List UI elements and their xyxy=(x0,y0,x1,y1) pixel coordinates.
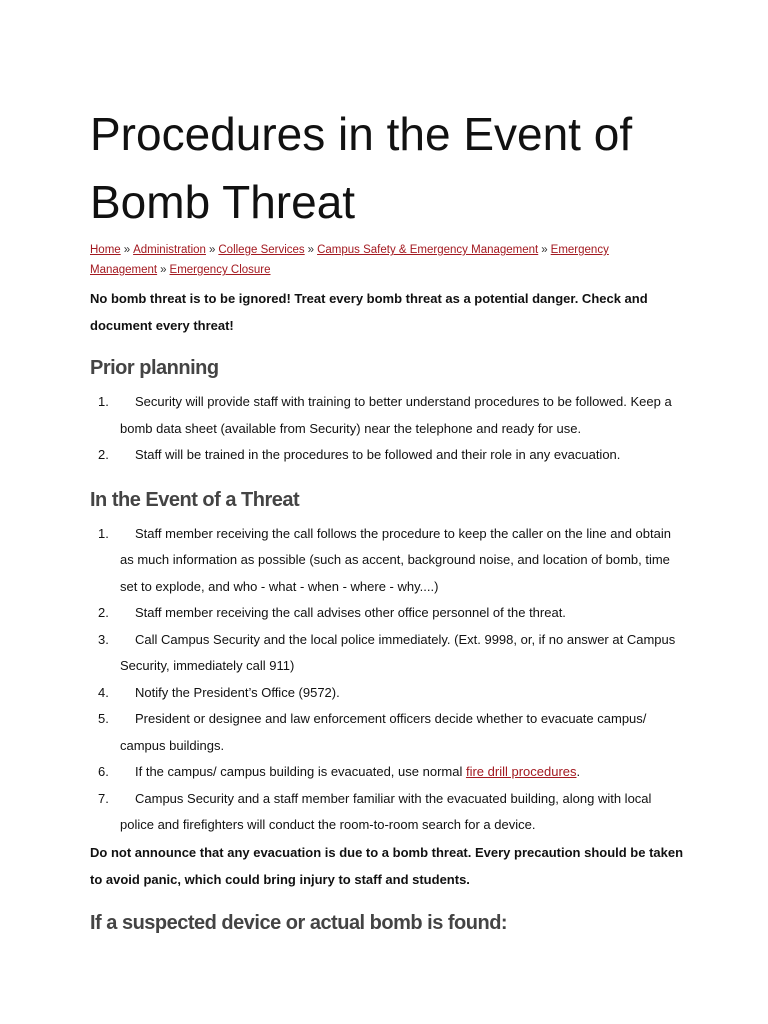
list-item xyxy=(90,627,688,680)
breadcrumb-separator: » xyxy=(541,244,548,256)
list-number: 7. xyxy=(98,790,109,806)
list-text: Staff member receiving the call advises other office personnel of the threat. xyxy=(135,605,566,620)
list-number: 6. xyxy=(98,764,109,779)
breadcrumb-home[interactable]: Home xyxy=(90,244,121,256)
breadcrumb-separator: » xyxy=(160,264,167,276)
prior-planning-list xyxy=(90,389,688,469)
list-item xyxy=(90,706,688,759)
breadcrumb-campus-safety[interactable]: Campus Safety & Emergency Management xyxy=(317,244,539,256)
list-number: 2. xyxy=(98,447,109,462)
breadcrumb-separator: » xyxy=(208,244,216,256)
section-heading-device-found: If a suspected device or actual bomb is found: xyxy=(90,911,508,934)
list-item xyxy=(90,442,688,469)
breadcrumb-separator: » xyxy=(307,244,315,256)
list-text xyxy=(120,759,688,786)
page-title: Procedures in the Event of Bomb Threat xyxy=(90,108,633,228)
list-number: 4. xyxy=(98,684,109,700)
breadcrumb-emergency-closure[interactable]: Emergency Closure xyxy=(169,264,271,276)
breadcrumb-separator: » xyxy=(123,244,131,256)
event-of-threat-list xyxy=(90,521,688,839)
list-text: Staff will be trained in the procedures to be followed and their role in any evacuation. xyxy=(135,447,621,462)
breadcrumb-college-services[interactable]: College Services xyxy=(218,244,305,256)
list-item xyxy=(90,389,688,442)
breadcrumb xyxy=(90,240,688,280)
list-text: Staff member receiving the call follows the procedure to keep the caller on the line and obtain as much information as possible (such as accent, background noise, and location of bomb, time set to explode, and who - what - when - where - why....) xyxy=(120,525,671,594)
list-text: Notify the President’s Office (9572). xyxy=(135,684,340,700)
list-item xyxy=(90,786,688,839)
list-item xyxy=(90,600,688,627)
list-text-after-link: . xyxy=(576,764,581,779)
list-item xyxy=(90,521,688,601)
list-text: Campus Security and a staff member familiar with the evacuated building, along with local police and firefighters will conduct the room-to-room search for a device. xyxy=(120,790,652,832)
list-number: 1. xyxy=(98,525,109,541)
closing-warning: Do not announce that any evacuation is due to a bomb threat. Every precaution should be taken to avoid panic, which could bring injury to staff and students. xyxy=(90,844,684,887)
section-heading-event-of-threat: In the Event of a Threat xyxy=(90,488,300,511)
list-number: 2. xyxy=(98,605,109,620)
list-number: 3. xyxy=(98,631,109,647)
list-text: President or designee and law enforcement officers decide whether to evacuate campus/ campus buildings. xyxy=(120,711,647,753)
list-item xyxy=(90,680,688,707)
intro-warning: No bomb threat is to be ignored! Treat every bomb threat as a potential danger. Check and document every threat! xyxy=(90,291,648,333)
fire-drill-procedures-link[interactable]: fire drill procedures xyxy=(465,764,577,779)
list-number: 5. xyxy=(98,711,109,726)
list-text: Call Campus Security and the local police immediately. (Ext. 9998, or, if no answer at Campus Security, immediately call 911) xyxy=(120,631,676,673)
list-text-before-link: If the campus/ campus building is evacuated, use normal xyxy=(135,764,466,779)
section-heading-prior-planning: Prior planning xyxy=(90,357,219,379)
breadcrumb-emergency-management[interactable]: Emergency Management xyxy=(90,244,609,276)
list-number: 1. xyxy=(98,394,109,409)
list-item xyxy=(90,759,688,786)
breadcrumb-administration[interactable]: Administration xyxy=(133,244,206,256)
list-text: Security will provide staff with training to better understand procedures to be followed. Keep a bomb data sheet (available from Security) near the telephone and ready for use. xyxy=(120,394,672,436)
